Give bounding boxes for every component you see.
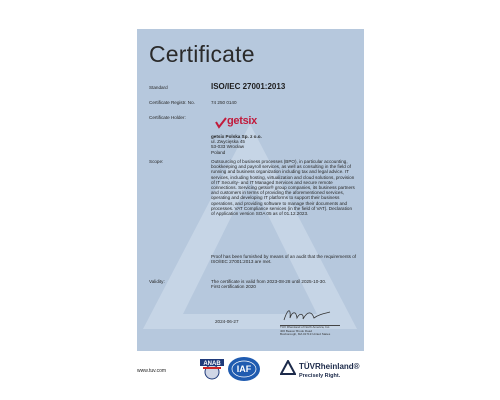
certificate-document bbox=[137, 29, 364, 351]
certificate-title: Certificate bbox=[149, 41, 255, 67]
getsix-check-icon bbox=[215, 117, 227, 129]
validity-period: The certificate is valid from 2023-08-28 until 2025-10-30. bbox=[211, 279, 327, 284]
tuv-tagline: Precisely Right. bbox=[299, 373, 341, 379]
tuv-brand: TÜVRheinland® bbox=[299, 362, 360, 371]
certificate-holder-label: Certificate Holder: bbox=[149, 115, 186, 120]
standard-label: Standard bbox=[149, 85, 168, 90]
anab-logo bbox=[199, 358, 225, 380]
signature-image bbox=[282, 306, 332, 324]
signer-city: Boxborough, MA 01719 United States bbox=[280, 332, 331, 337]
scope-label: Scope: bbox=[149, 159, 164, 164]
holder-country: Poland bbox=[211, 149, 226, 155]
logo-wordmark: getsix bbox=[227, 115, 257, 127]
signer-org: TÜV Rheinland of North America, Inc. bbox=[280, 325, 331, 329]
issue-date: 2024-06-27 bbox=[215, 319, 239, 324]
registration-number-label: Certificate Registr. No. bbox=[149, 100, 195, 105]
iaf-logo bbox=[227, 356, 261, 382]
holder-name: getsix Polska Sp. z o.o. bbox=[211, 134, 262, 139]
validity-label: Validity: bbox=[149, 279, 165, 284]
iaf-text: IAF bbox=[236, 364, 252, 374]
tuv-website-link[interactable]: www.tuv.com bbox=[137, 368, 167, 374]
tuv-logo-triangle-icon bbox=[280, 360, 296, 376]
proof-text: Proof has been furnished by means of an audit that the requirements of ISO/IEC 27001:2013 are met. bbox=[211, 254, 357, 265]
first-certification: First certification 2020 bbox=[211, 284, 256, 290]
holder-city: 53-033 Wrocław bbox=[211, 144, 245, 150]
scope-text: Outsourcing of business processes (BPO), in particular accounting, bookkeeping and payroll services, as well as consulting in the field of running and business organization including tax and legal advice. IT services, including hosting, virtualization and cloud solutions, provision of IT Security- and IT Managed Services and secure remote connections. Servicing getsix® group companies, its business partners and customers in terms of providing the aforementioned services, operating and developing IT platforms to support their business operations, and providing software to manage their documents and processes. VAT Compliance services (in the field of VAT). Declaration of Application version SOA 05 as of 01.12.2023. bbox=[211, 159, 355, 217]
registration-number-value: 74 250 0140 bbox=[211, 100, 237, 105]
holder-street: ul. Zwycięska 45 bbox=[211, 139, 245, 145]
holder-address bbox=[211, 134, 357, 155]
standard-value: ISO/IEC 27001:2013 bbox=[211, 82, 286, 91]
signer-address bbox=[280, 326, 355, 337]
getsix-logo bbox=[215, 116, 263, 130]
signer-street: 400 Beaver Brook Road bbox=[280, 328, 313, 333]
anab-text: ANAB bbox=[203, 361, 221, 367]
validity-block bbox=[211, 279, 357, 289]
